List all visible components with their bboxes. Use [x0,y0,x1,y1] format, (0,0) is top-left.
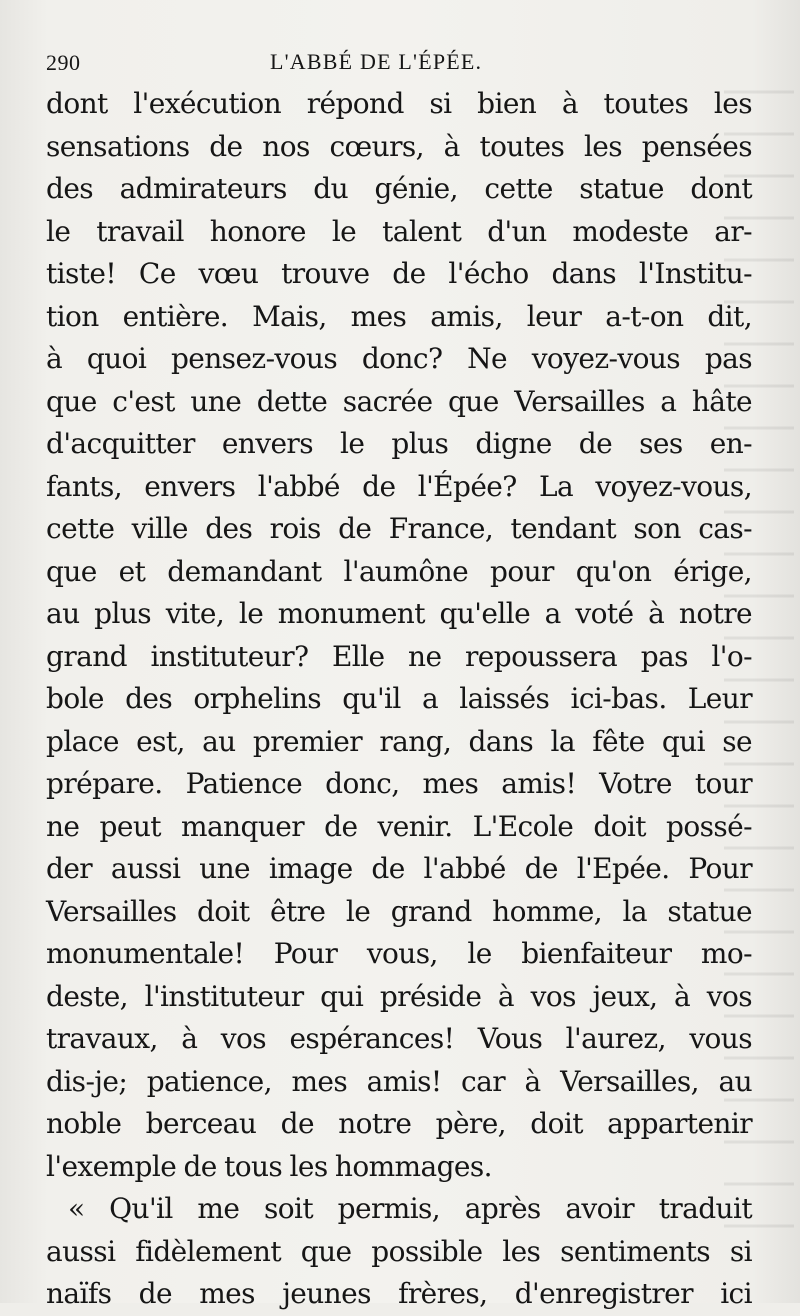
text-line: deste, l'instituteur qui préside à vos jeux, à vos [46,979,752,1013]
text-line: cette ville des rois de France, tendant son cas- [46,512,752,545]
text-line: que et demandant l'aumône pour qu'on érige, [46,554,752,588]
text-line: fants, envers l'abbé de l'Épée? La voyez-vous, [46,469,752,503]
text-line: au plus vite, le monument qu'elle a voté à notre [46,597,752,630]
text-line: tion entière. Mais, mes amis, leur a-t-on dit, [46,299,752,333]
text-line: naïfs de mes jeunes frères, d'enregistrer ici [46,1277,752,1310]
text-line: ne peut manquer de venir. L'Ecole doit possé- [46,809,752,843]
text-line: dis-je; patience, mes amis! car à Versailles, au [46,1064,752,1098]
text-line: travaux, à vos espérances! Vous l'aurez, vous [46,1022,752,1055]
text-line: aussi fidèlement que possible les sentiments si [46,1234,752,1268]
text-line: le travail honore le talent d'un modeste ar- [46,214,752,248]
text-line: bole des orphelins qu'il a laissés ici-bas. Leur [46,682,752,715]
text-line: des admirateurs du génie, cette statue dont [46,172,752,205]
text-line: place est, au premier rang, dans la fête qui se [46,724,752,758]
running-title: L'ABBÉ DE L'ÉPÉE. [270,49,483,74]
page-number: 290 [46,50,81,75]
page-header [46,46,752,86]
text-line: dont l'exécution répond si bien à toutes les [46,87,752,120]
text-line: monumentale! Pour vous, le bienfaiteur mo- [46,937,752,970]
text-line: tiste! Ce vœu trouve de l'écho dans l'Institu- [46,257,752,290]
text-line: noble berceau de notre père, doit appartenir [46,1107,752,1140]
text-line: grand instituteur? Elle ne repoussera pas l'o- [46,639,752,673]
text-line: Versailles doit être le grand homme, la statue [46,894,752,928]
text-line: sensations de nos cœurs, à toutes les pensées [46,129,752,163]
text-line: der aussi une image de l'abbé de l'Epée. Pour [46,852,752,885]
text-line: d'acquitter envers le plus digne de ses en- [46,427,752,460]
text-line: « Qu'il me soit permis, après avoir traduit [68,1192,752,1225]
text-line: à quoi pensez-vous donc? Ne voyez-vous pas [46,342,752,375]
text-line: que c'est une dette sacrée que Versailles a hâte [46,384,752,418]
text-line: prépare. Patience donc, mes amis! Votre tour [46,767,752,800]
text-line: l'exemple de tous les hommages. [46,1149,492,1183]
body-text [46,83,752,1316]
